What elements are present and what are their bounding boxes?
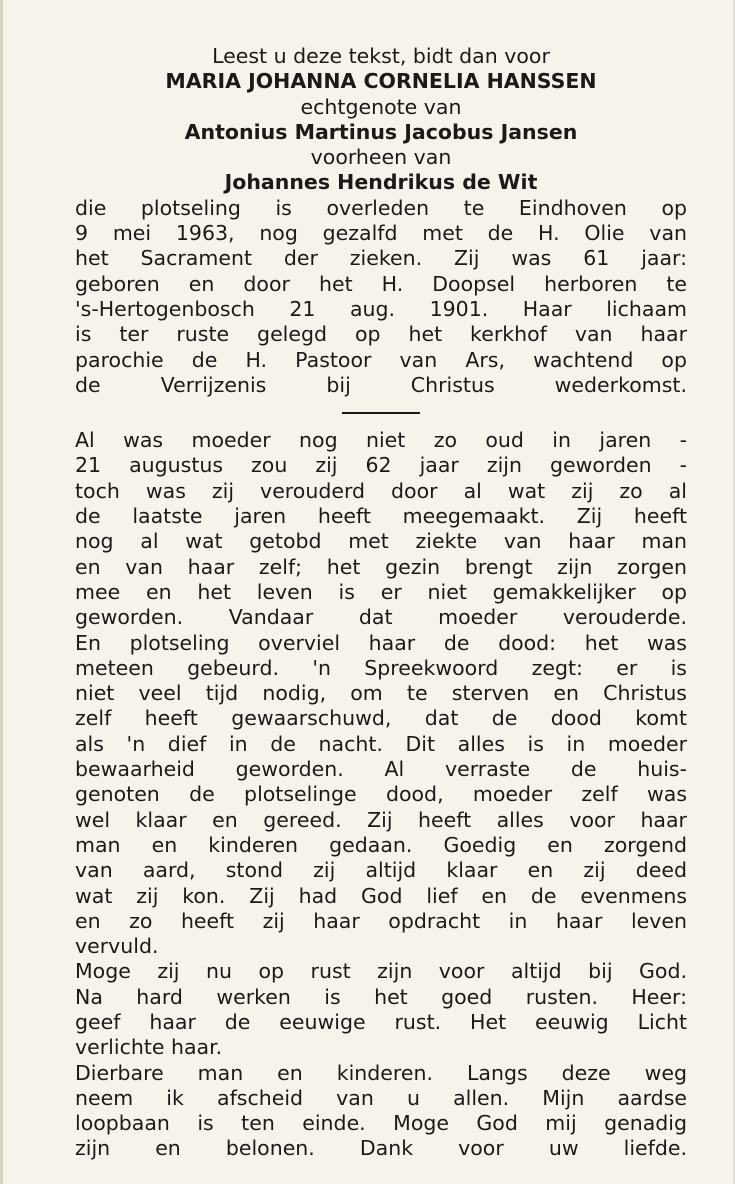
- text-line: verlichte haar.: [75, 1035, 223, 1060]
- text-line: neem ik afscheid van u allen. Mijn aardse: [75, 1085, 687, 1110]
- text-line: nog al wat getobd met ziekte van haar man: [75, 529, 687, 554]
- text-line: is ter ruste gelegd op het kerkhof van haar: [75, 322, 687, 347]
- text-line: van aard, stond zij altijd klaar en zij deed: [75, 858, 687, 883]
- text-line: geworden. Vandaar dat moeder verouderde.: [75, 605, 687, 630]
- text-line: de laatste jaren heeft meegemaakt. Zij heeft: [75, 504, 687, 529]
- intro-line: Leest u deze tekst, bidt dan voor: [212, 44, 550, 68]
- text-line: vervuld.: [75, 934, 159, 959]
- separator-line: [342, 412, 420, 414]
- deceased-name: MARIA JOHANNA CORNELIA HANSSEN: [165, 69, 597, 94]
- relation-line-former: voorheen van: [310, 145, 452, 170]
- prayer-paragraph: [75, 959, 687, 1060]
- text-line: genoten de plotselinge dood, moeder zelf was: [75, 782, 687, 807]
- bio-paragraph: [75, 196, 687, 398]
- text-line: zijn en belonen. Dank voor uw liefde.: [75, 1136, 687, 1161]
- farewell-paragraph: [75, 1061, 687, 1162]
- text-line: 's-Hertogenbosch 21 aug. 1901. Haar lichaam: [75, 296, 687, 321]
- text-line: man en kinderen gedaan. Goedig en zorgend: [75, 832, 687, 857]
- text-line: wel klaar en gereed. Zij heeft alles voor haar: [75, 807, 687, 832]
- text-line: loopbaan is ten einde. Moge God mij genadig: [75, 1111, 687, 1136]
- former-husband-name: Johannes Hendrikus de Wit: [224, 170, 538, 195]
- text-line: geef haar de eeuwige rust. Het eeuwig Licht: [75, 1009, 687, 1034]
- text-line: Al was moeder nog niet zo oud in jaren -: [75, 428, 687, 453]
- text-line: Moge zij nu op rust zijn voor altijd bij God.: [75, 959, 687, 984]
- text-line: en van haar zelf; het gezin brengt zijn zorgen: [75, 554, 687, 579]
- text-line: Na hard werken is het goed rusten. Heer:: [75, 984, 687, 1009]
- text-line: de Verrijzenis bij Christus wederkomst.: [75, 372, 687, 397]
- text-line: bewaarheid geworden. Al verraste de huis-: [75, 757, 687, 782]
- text-line: parochie de H. Pastoor van Ars, wachtend op: [75, 347, 687, 372]
- text-line: 21 augustus zou zij 62 jaar zijn geworden -: [75, 453, 687, 478]
- text-line: niet veel tijd nodig, om te sterven en Christus: [75, 681, 687, 706]
- text-line: als 'n dief in de nacht. Dit alles is in moeder: [75, 731, 687, 756]
- text-line: mee en het leven is er niet gemakkelijker op: [75, 579, 687, 604]
- text-line: het Sacrament der zieken. Zij was 61 jaar:: [75, 246, 687, 271]
- text-line: geboren en door het H. Doopsel herboren te: [75, 271, 687, 296]
- text-line: zelf heeft gewaarschuwd, dat de dood komt: [75, 706, 687, 731]
- relation-line: echtgenote van: [300, 94, 462, 119]
- text-line: 9 mei 1963, nog gezalfd met de H. Olie van: [75, 221, 687, 246]
- text-line: Dierbare man en kinderen. Langs deze weg: [75, 1060, 687, 1085]
- body-paragraph: [75, 428, 687, 959]
- text-line: En plotseling overviel haar de dood: het was: [75, 630, 687, 655]
- text-line: die plotseling is overleden te Eindhoven op: [75, 195, 687, 220]
- text-line: wat zij kon. Zij had God lief en de evenmens: [75, 883, 687, 908]
- card-content: [75, 44, 687, 1162]
- text-line: toch was zij verouderd door al wat zij zo al: [75, 478, 687, 503]
- separator-area: [75, 398, 687, 428]
- husband-name: Antonius Martinus Jacobus Jansen: [184, 119, 578, 144]
- text-line: en zo heeft zij haar opdracht in haar leven: [75, 908, 687, 933]
- text-line: meteen gebeurd. 'n Spreekwoord zegt: er is: [75, 655, 687, 680]
